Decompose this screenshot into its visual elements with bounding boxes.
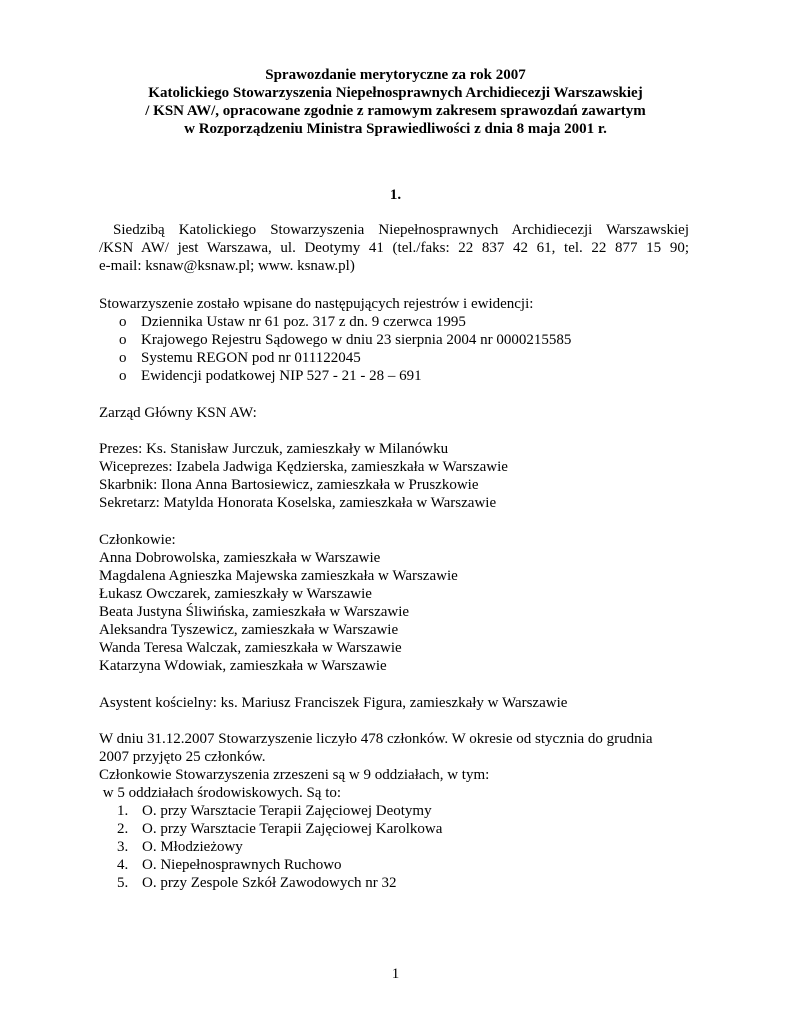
circle-bullet-icon: o: [119, 314, 127, 330]
officer-line: Sekretarz: Matylda Honorata Koselska, zamieszkała w Warszawie: [99, 495, 497, 511]
branches-list: [99, 802, 689, 892]
list-item-text: O. przy Zespole Szkół Zawodowych nr 32: [142, 875, 397, 891]
page-number: 1: [391, 966, 400, 982]
list-item: [99, 313, 689, 331]
seat-paragraph: [99, 221, 689, 275]
list-item-text: O. przy Warsztacie Terapii Zajęciowej Karolkowa: [142, 821, 443, 837]
list-number: 2.: [117, 821, 129, 837]
circle-bullet-icon: o: [119, 368, 127, 384]
member-line: Aleksandra Tyszewicz, zamieszkała w Warszawie: [99, 622, 399, 638]
list-item: [99, 838, 689, 856]
member-line: Magdalena Agnieszka Majewska zamieszkała w Warszawie: [99, 568, 458, 584]
title-line: / KSN AW/, opracowane zgodnie z ramowym zakresem sprawozdań zawartym: [145, 103, 646, 119]
officer-line: Prezes: Ks. Stanisław Jurczuk, zamieszkały w Milanówku: [99, 441, 449, 457]
list-item-text: O. Niepełnosprawnych Ruchowo: [142, 857, 342, 873]
list-item: [99, 349, 689, 367]
list-item-text: O. Młodzieżowy: [142, 839, 243, 855]
member-line: Katarzyna Wdowiak, zamieszkała w Warszawie: [99, 658, 387, 674]
members-heading: Członkowie:: [99, 532, 176, 548]
paragraph-line: W dniu 31.12.2007 Stowarzyszenie liczyło 478 członków. W okresie od stycznia do grudnia: [99, 731, 653, 747]
registers-intro: Stowarzyszenie zostało wpisane do następujących rejestrów i ewidencji:: [99, 296, 534, 312]
list-number: 1.: [117, 803, 129, 819]
list-item: [99, 331, 689, 349]
circle-bullet-icon: o: [119, 350, 127, 366]
title-line: Katolickiego Stowarzyszenia Niepełnosprawnych Archidiecezji Warszawskiej: [148, 85, 643, 101]
member-line: Anna Dobrowolska, zamieszkała w Warszawie: [99, 550, 381, 566]
membership-section: [99, 730, 689, 892]
list-item: [99, 367, 689, 385]
list-item: [99, 820, 689, 838]
member-line: Łukasz Owczarek, zamieszkały w Warszawie: [99, 586, 372, 602]
list-number: 4.: [117, 857, 129, 873]
list-item: [99, 856, 689, 874]
board-members: [99, 531, 689, 675]
list-item-text: Ewidencji podatkowej NIP 527 - 21 - 28 – 691: [141, 368, 422, 384]
paragraph-line: 2007 przyjęto 25 członków.: [99, 749, 266, 765]
board-officers: [99, 440, 689, 512]
member-line: Wanda Teresa Walczak, zamieszkała w Warszawie: [99, 640, 402, 656]
list-item-text: Systemu REGON pod nr 011122045: [141, 350, 361, 366]
list-item-text: O. przy Warsztacie Terapii Zajęciowej Deotymy: [142, 803, 432, 819]
registers-section: [99, 295, 689, 385]
list-item: [99, 802, 689, 820]
title-line: w Rozporządzeniu Ministra Sprawiedliwości z dnia 8 maja 2001 r.: [184, 121, 607, 137]
paragraph-line: w 5 oddziałach środowiskowych. Są to:: [99, 785, 342, 801]
paragraph-line: e-mail: ksnaw@ksnaw.pl; www. ksnaw.pl): [99, 258, 355, 274]
list-number: 3.: [117, 839, 129, 855]
list-item: [99, 874, 689, 892]
section-number: 1.: [389, 187, 402, 203]
chaplain-line: Asystent kościelny: ks. Mariusz Franciszek Figura, zamieszkały w Warszawie: [99, 695, 568, 711]
circle-bullet-icon: o: [119, 332, 127, 348]
list-item-text: Krajowego Rejestru Sądowego w dniu 23 sierpnia 2004 nr 0000215585: [141, 332, 572, 348]
title-line: Sprawozdanie merytoryczne za rok 2007: [265, 67, 526, 83]
paragraph-line: Siedzibą Katolickiego Stowarzyszenia Niepełnosprawnych Archidiecezji Warszawskiej: [99, 222, 689, 238]
officer-line: Skarbnik: Ilona Anna Bartosiewicz, zamieszkała w Pruszkowie: [99, 477, 479, 493]
member-line: Beata Justyna Śliwińska, zamieszkała w Warszawie: [99, 604, 410, 620]
list-item-text: Dziennika Ustaw nr 61 poz. 317 z dn. 9 czerwca 1995: [141, 314, 466, 330]
paragraph-line: /KSN AW/ jest Warszawa, ul. Deotymy 41 (tel./faks: 22 837 42 61, tel. 22 877 15 90;: [99, 240, 689, 256]
officer-line: Wiceprezes: Izabela Jadwiga Kędzierska, zamieszkała w Warszawie: [99, 459, 508, 475]
board-heading: Zarząd Główny KSN AW:: [99, 405, 257, 421]
registers-list: [99, 313, 689, 385]
report-title: [0, 66, 791, 138]
paragraph-line: Członkowie Stowarzyszenia zrzeszeni są w 9 oddziałach, w tym:: [99, 767, 490, 783]
list-number: 5.: [117, 875, 129, 891]
